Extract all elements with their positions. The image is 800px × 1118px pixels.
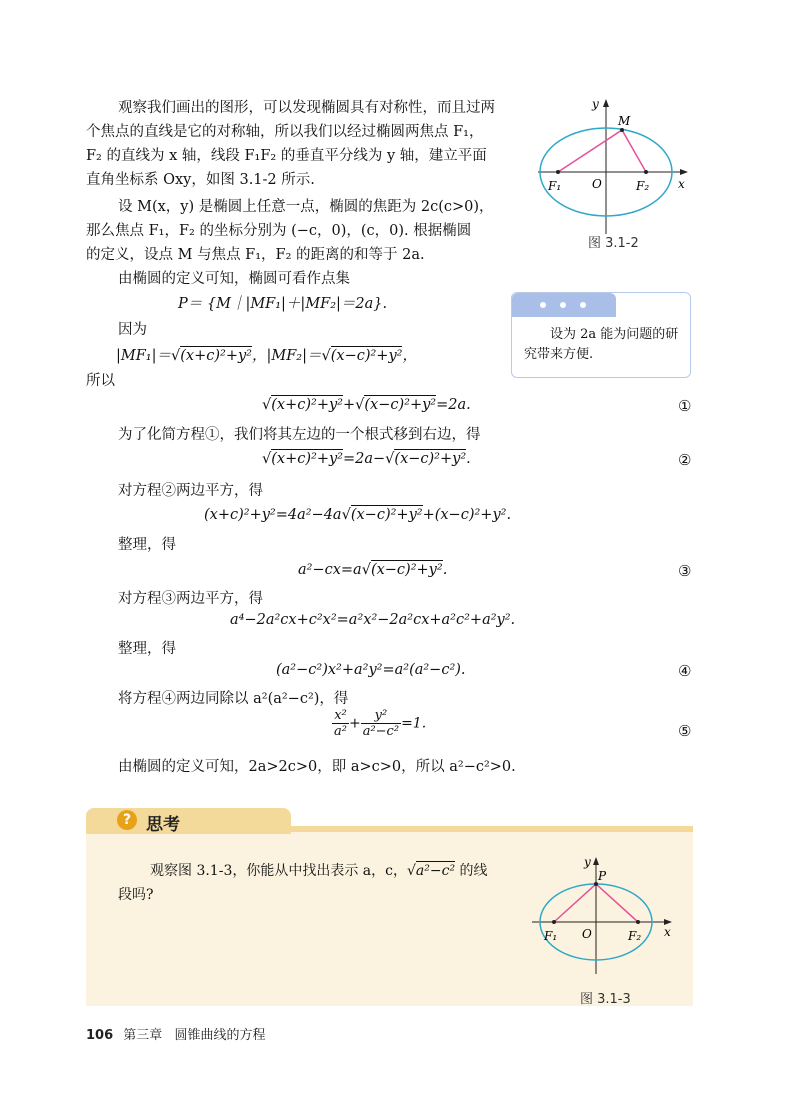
axis-label-x: x [678,177,685,191]
dot-icon [540,302,546,308]
tip-box [511,292,691,378]
equation-1: √(x+c)²+y²+√(x−c)²+y²=2a. [262,397,471,413]
m-label: M [618,114,631,128]
figure-ellipse-3-1-3 [524,852,684,982]
tip-header [512,293,616,317]
focal-segments [558,130,646,172]
set-equation: P＝ {M｜|MF₁|＋|MF₂|＝2a}. [178,296,388,312]
paragraph-line: 对方程③两边平方，得 [118,591,263,607]
axis-label-x: x [664,925,671,939]
equation-number: ⑤ [678,722,692,740]
equation-5: $\frac{\text{x²}}{\text{a²}}$ + $\frac{\text{y²}}{\text{a²−c²}}$ =1. [334,708,427,739]
focus-point [552,920,556,924]
focus-point [636,920,640,924]
chapter-number: 第三章 [123,1028,163,1043]
paragraph-line: 由椭圆的定义可知，椭圆可看作点集 [118,271,350,287]
equation-number: ② [678,451,692,469]
origin-label: O [592,177,602,191]
paragraph-line: 个焦点的直线是它的对称轴，所以我们以经过椭圆两焦点 F₁， [86,124,484,140]
y-axis-arrow [603,99,609,107]
question-icon: ? [117,810,137,830]
paragraph-line: 整理，得 [118,537,176,553]
y-axis-arrow [593,857,599,865]
f2-label: F₂ [628,929,642,943]
paragraph-line: 所以 [86,373,115,389]
paragraph-line: 的定义，设点 M 与焦点 F₁，F₂ 的距离的和等于 2a. [86,247,425,263]
squared-equation: (x+c)²+y²=4a²−4a√(x−c)²+y²+(x−c)²+y². [204,507,512,523]
think-text-line: 观察图 3.1-3，你能从中找出表示 a，c，√a²−c² 的线 [150,863,488,879]
dot-icon [560,302,566,308]
dot-icon [580,302,586,308]
f1-label: F₁ [548,179,562,193]
paragraph-line: 那么焦点 F₁，F₂ 的坐标分别为 (−c，0)，(c，0). 根据椭圆 [86,223,472,239]
x-axis-arrow [680,169,688,175]
figure-ellipse-3-1-2 [528,92,698,242]
paragraph-line: 由椭圆的定义可知，2a>2c>0，即 a>c>0，所以 a²−c²>0. [118,759,516,775]
figure-caption: 图 3.1-3 [580,992,631,1007]
paragraph-line: 为了化简方程①，我们将其左边的一个根式移到右边，得 [118,427,481,443]
equation-2: √(x+c)²+y²=2a−√(x−c)²+y². [262,451,471,467]
think-text-line: 段吗? [118,887,154,903]
focus-point [556,170,560,174]
f2-label: F₂ [636,179,650,193]
f1-label: F₁ [544,929,558,943]
figure-caption: 图 3.1-2 [588,236,639,251]
equation-number: ④ [678,662,692,680]
p-label: P [598,869,607,883]
equation-4: (a²−c²)x²+a²y²=a²(a²−c²). [276,662,466,678]
squared-equation-2: a⁴−2a²cx+c²x²=a²x²−2a²cx+a²c²+a²y². [230,612,516,628]
distance-formulas: |MF₁|＝√(x+c)²+y²，|MF₂|＝√(x−c)²+y²， [116,348,417,364]
equation-number: ① [678,397,692,415]
chapter-title: 圆锥曲线的方程 [174,1028,266,1043]
paragraph-line: 设 M(x，y) 是椭圆上任意一点，椭圆的焦距为 2c(c>0)， [118,199,494,215]
equation-3: a²−cx=a√(x−c)²+y². [298,562,448,578]
point-m [620,128,624,132]
paragraph-line: 直角坐标系 Oxy，如图 3.1-2 所示. [86,172,315,188]
focus-point [644,170,648,174]
paragraph-line: 对方程②两边平方，得 [118,483,263,499]
think-title: 思考 [146,815,180,835]
page-number: 106 [86,1028,114,1043]
paragraph-line: 将方程④两边同除以 a²(a²−c²)，得 [118,691,349,707]
equation-number: ③ [678,562,692,580]
axis-label-y: y [584,855,591,869]
page-footer [86,1024,265,1043]
tip-text: 设为 2a 能为问题的研究带来方便. [524,327,679,362]
paragraph-line: F₂ 的直线为 x 轴，线段 F₁F₂ 的垂直平分线为 y 轴，建立平面 [86,148,487,164]
paragraph-line: 整理，得 [118,641,176,657]
paragraph-line: 因为 [118,322,147,338]
axis-label-y: y [592,97,599,111]
origin-label: O [582,927,592,941]
paragraph-line: 观察我们画出的图形，可以发现椭圆具有对称性，而且过两 [118,100,495,116]
